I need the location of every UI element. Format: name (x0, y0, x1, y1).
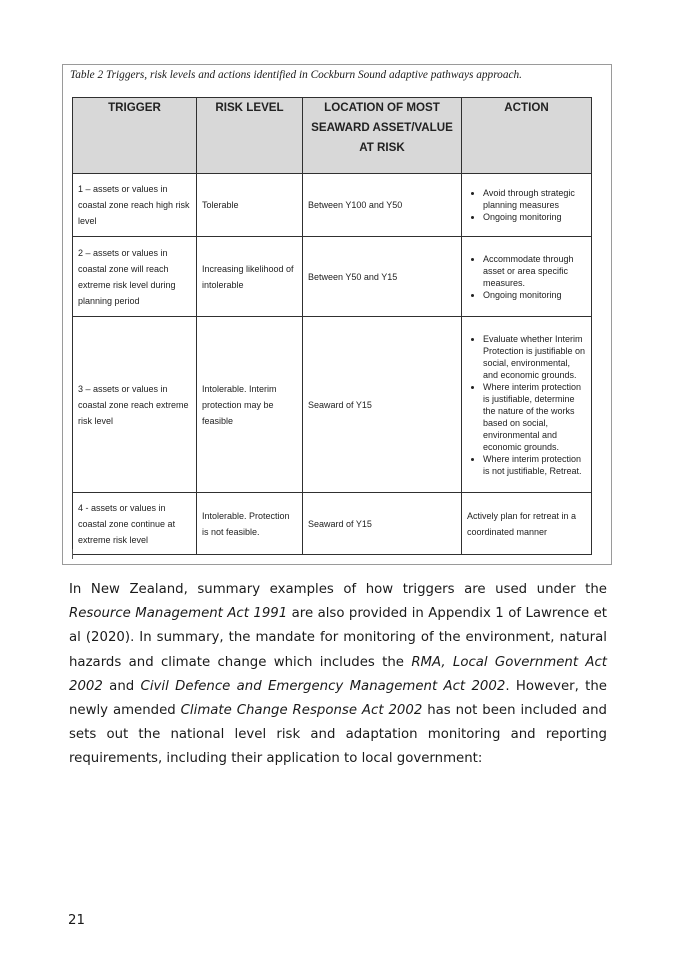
table-figure (62, 64, 612, 565)
action-list-item: • Where interim protection is justifiable, determine the nature of the works based on social, environmental and economic grounds. (483, 381, 586, 453)
header-action: ACTION (462, 98, 592, 174)
action-list-item: • Accommodate through asset or area specific measures. (483, 253, 586, 289)
location-cell: Seaward of Y15 (303, 317, 462, 493)
trigger-cell: 2 – assets or values in coastal zone will reach extreme risk level during planning period (73, 237, 197, 317)
action-list-item: • Avoid through strategic planning measures (483, 187, 586, 211)
action-list (467, 333, 586, 477)
action-list (467, 253, 586, 301)
action-cell (462, 317, 592, 493)
paragraph-italic-act: RMA, Local Government Act 2002 (69, 654, 608, 694)
trigger-cell: 4 - assets or values in coastal zone continue at extreme risk level (73, 493, 197, 555)
risk-level-cell: Intolerable. Interim protection may be feasible (197, 317, 303, 493)
paragraph-italic-act: Resource Management Act 1991 (69, 606, 288, 622)
action-list-item: • Ongoing monitoring (483, 211, 586, 223)
action-list-item: • Ongoing monitoring (483, 289, 586, 301)
table-tick-mark (72, 549, 73, 559)
location-cell: Between Y100 and Y50 (303, 174, 462, 237)
trigger-cell: 3 – assets or values in coastal zone reach extreme risk level (73, 317, 197, 493)
table-row (73, 174, 592, 237)
header-trigger: TRIGGER (73, 98, 197, 174)
table-row (73, 237, 592, 317)
location-cell: Seaward of Y15 (303, 493, 462, 555)
table-header-row (73, 98, 592, 174)
paragraph-italic-act: Climate Change Response Act 2002 (180, 703, 423, 719)
paragraph-text: has not been included and sets out the national level risk and adaptation monitoring and reporting requirements, including their application to local government: (69, 703, 607, 767)
paragraph-text: and (102, 678, 141, 694)
table-row (73, 317, 592, 493)
location-cell: Between Y50 and Y15 (303, 237, 462, 317)
risk-level-cell: Increasing likelihood of intolerable (197, 237, 303, 317)
table-caption: Table 2 Triggers, risk levels and actions identified in Cockburn Sound adaptive pathways approach. (70, 69, 522, 81)
risk-level-cell: Intolerable. Protection is not feasible. (197, 493, 303, 555)
body-paragraph (69, 578, 607, 772)
table-row (73, 493, 592, 555)
paragraph-italic-act: Civil Defence and Emergency Management Act 2002 (140, 678, 506, 694)
header-risk-level: RISK LEVEL (197, 98, 303, 174)
trigger-cell: 1 – assets or values in coastal zone reach high risk level (73, 174, 197, 237)
triggers-table (72, 97, 592, 555)
paragraph-text: are also provided in Appendix 1 of Lawrence et al (2020). In summary, the mandate for monitoring of the environment, natural hazards and climate change which includes the (69, 606, 607, 670)
header-location: LOCATION OF MOST SEAWARD ASSET/VALUE AT RISK (303, 98, 462, 174)
action-cell (462, 174, 592, 237)
paragraph-text: In New Zealand, summary examples of how triggers are used under the (69, 582, 607, 597)
action-list-item: • Where interim protection is not justifiable, Retreat. (483, 453, 586, 477)
action-cell (462, 237, 592, 317)
risk-level-cell: Tolerable (197, 174, 303, 237)
action-cell: Actively plan for retreat in a coordinated manner (462, 493, 592, 555)
page-number: 21 (68, 913, 85, 928)
paragraph-text: . However, the newly amended (69, 678, 607, 719)
action-list-item: • Evaluate whether Interim Protection is justifiable on social, environmental, and economic grounds. (483, 333, 586, 381)
action-list (467, 187, 586, 223)
